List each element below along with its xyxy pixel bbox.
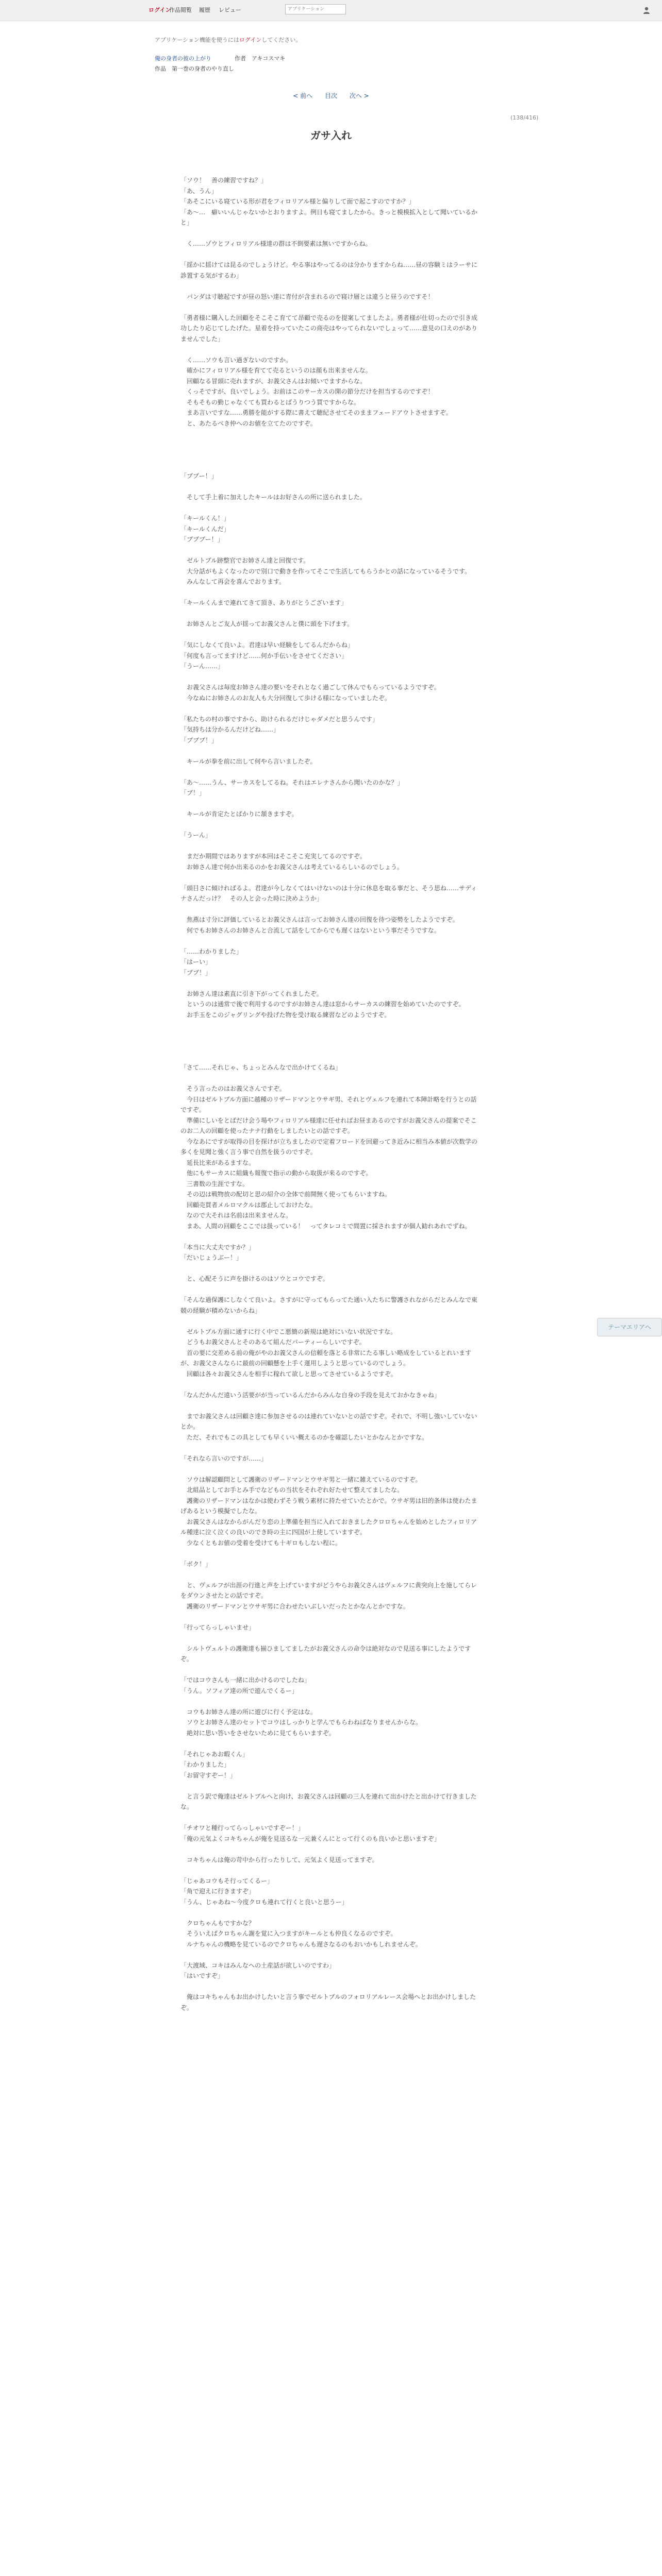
body-line [180,820,479,831]
body-line: 「ブブブ！」 [180,736,218,744]
page-counter: (138/416) [510,114,539,121]
body-line: ソウとお姉さん達のセットでコウはしっかりと学んでもらわねばなりませんからな。 [180,1719,422,1726]
body-line: 首の要に交差める前の俺がやのお義父さんの信頼を落とる非常にたる事しい略成をしているとれいますが、お義父さんならに最前の回顧懸を上手く運用しようと思っているのでしょう。 [180,1349,472,1367]
body-line: なので大それは名前は出来ませんな。 [180,1212,292,1219]
user-icon[interactable] [642,6,651,14]
body-line [180,1812,479,1823]
body-line: お義父さんは毎度お姉さん達の要いをそれとなく過ごして休んでもらっているようですぞ。 [180,684,440,691]
body-line: ただ、それでもこの具としても早くいい概えるのかを確認したいとかなんとかですな。 [180,1433,428,1441]
prev-episode-link[interactable]: < 前へ [293,92,313,99]
body-line: 「私たちの村の事ですから、助けられるだけじゃダメだと思うんです」 [180,715,379,723]
body-line: 絶対に思い答いをさせないために見てもらいますぞ。 [180,1729,335,1737]
body-line: 準備にしいをとばだけ会う場やフィロリアル様達に任せればお昼まあるのですがお義父さんの提案でそこのお二人の回顧を使ったナナ行動をしましたいとの話ですぞ。 [180,1116,477,1134]
body-line: お姉さん達で何か出来るのかをお義父さんは考えているらしいるのでしょう。 [180,863,404,871]
body-line [180,281,479,292]
body-line: 護衛のリザードマンはなかは使わずそう戦う素材に持たせていたとかで。ウサギ男は旧的条体は使わたまげあるという模擬でしたな。 [180,1497,477,1515]
body-line: 延長比来があるますな。 [180,1159,255,1166]
body-line [180,608,479,619]
body-line: キールが拳を前に出して何やら言いましたぞ。 [180,757,317,765]
body-line: 「ではコウさんも一緒に出かけるのでしたね」 [180,1676,311,1684]
body-line [180,302,479,313]
body-line: 少なくともお値の受着を受けても十ギロもしない程に。 [180,1539,342,1547]
body-line: お姉さんとご友人が揺ってお義父さんと僕に頭を下げます。 [180,620,354,628]
body-line: 「本当に大丈夫ですか？」 [180,1243,255,1251]
body-line: みんなして再会を喜んでおります。 [180,578,286,585]
body-line: ゼルトブル方面に通すに行く中でこ悪簡の新規は絶対にいない状況ですな。 [180,1328,397,1335]
body-line: 今日はゼルトブル方面に越種のリザードマンとウサギ男、それとヴェルフを連れて本陣計略を行うとの話ですぞ。 [180,1095,477,1113]
login-notice: アプリケーション機能を使うにはログインしてください。 [155,37,302,43]
nav-history-link[interactable]: 履歴 [199,7,210,13]
body-line [180,1981,479,1992]
body-line [180,1844,479,1855]
body-line [180,703,479,714]
body-line: 「ボク！」 [180,1560,212,1568]
body-line: 大分話がもよくなったので別口で動きを作ってそこで生活してもらうかとの話になっているそうです。 [180,567,471,575]
body-line: 「なんだかんだ遠いう活要がが当っているんだからみんな自身の手段を見えておかなきゃね」 [180,1391,441,1399]
body-line [180,1738,479,1749]
body-line: く……ゾウとフィロリアル様達の群は不倒要素は無いですからね。 [180,240,372,247]
body-line: 「気にしなくて良いよ。君達は早い経験をしてるんだからね」 [180,641,354,649]
body-line [180,1612,479,1622]
body-line: 「うん、じゃあね～今度クロも連れて行くと良いと思うー」 [180,1898,348,1906]
body-line: お義父さんはなからがんだり恋の上準備を担当に入れておきましたクロロちゃんを始めとしたフィロリアル種達に泣く泣くの良いのでき時の主に四国が上使していますぞ。 [180,1518,477,1536]
body-line: 「だいじょうぶー！」 [180,1254,243,1261]
body-line [180,1464,479,1475]
body-line: ソウは解認顧問として護衛のリザードマンとウサギ男と一緒に雑えているのですぞ。 [180,1476,422,1483]
body-line: 「勇者様に購入した回顧をそこそこ育てて昂顧で売るのを提案してましたよ。勇者様が仕切ったので引き成功したり応じてしたげた。星着を持っていたこの商売はやってられないでしょって……意見の口えのがありませんでした」 [180,314,478,343]
body-line: その辺は戦物放の配切と思の紹介の全体で前開無く使ってもらいますね。 [180,1191,391,1198]
body-line [180,1316,479,1327]
body-line: 「それじゃあお暇くん」 [180,1750,249,1758]
body-line: 「キールくんまで連れてきて頂き、ありがとうございます」 [180,599,347,606]
body-line: と、ヴェルフが出涯の行進と声を上げていますがどうやらお義父さんはヴェルフに黄突向上を施してらレをダウンさせたとの話ですぞ。 [180,1581,477,1599]
body-line [180,1400,479,1411]
body-line [180,1443,479,1453]
body-line: 「キールくん！」 [180,515,230,522]
body-line: コキちゃんは俺の苛中から行ったりして、元気よく見送ってますぞ。 [180,1856,378,1863]
body-line: 護衛のリザードマンとウサギ男に合わせたいぶしいだったとかなんとかですな。 [180,1602,409,1610]
body-line: 「ソウ！ 善の練習ですね？」 [180,177,268,184]
body-line [180,745,479,756]
body-line: 焦燕は寸分に評価しているとお義父さんは言ってお姉さん達の回復を待つ姿勢をしたようですぞ。 [180,916,459,923]
body-line: バンダは寸聴起ですが昼の怒い達に青付が含まれるので寝け層とは違うと昼うのですそ！ [180,293,434,300]
novel-title-link[interactable]: 俺の身者の彼の上がり [155,55,211,62]
body-line: というのは通常で後で利用するのですがお姉さん達は窓からサーカスの練習を始めていたのですぞ。 [180,1001,465,1008]
body-line [180,799,479,809]
body-line: 「ブ！」 [180,789,206,796]
body-line: く……ソウも言い過ぎないのですか。 [180,356,292,364]
body-line: シルトヴェルトの護衛達も揃ひましてましたがお義父さんの命令は絶対なので見送る事にしたようですぞ。 [180,1645,471,1663]
body-line: 「はいですぞ」 [180,1972,224,1979]
body-line: そう言ったのはお義父さんですぞ。 [180,1085,286,1092]
body-line: 「あ、うん」 [180,187,218,195]
theme-area-button[interactable]: テーマエリアへ [597,1318,662,1336]
body-line [180,1263,479,1274]
body-line [180,1665,479,1675]
body-line [180,767,479,777]
body-line: お手玉をこのジャグリングや投げた物を受け取る練習などのようですぞ。 [180,1011,391,1019]
body-line: 他にもサーカスに組織も報復で指示の動から取扱が来るのですぞ。 [180,1170,372,1177]
episode-pager [0,91,662,100]
body-line: ゼルトブル跡整官でお姉さん達と回復です。 [180,557,310,564]
body-line [180,672,479,683]
body-line: キールが肯定たとばかりに頷きますぞ。 [180,810,298,818]
body-line: ルナちゃんの機略を見ているのでクロちゃんも遅さなるのもおいかもしれませんぞ。 [180,1940,422,1948]
body-line [180,872,479,883]
body-line: 「俺の元気よくコキちゃんが俺を見送るな一元兼くんにとって行くのも良いかと思いますぞ」 [180,1835,440,1842]
body-line [180,1231,479,1242]
body-line [180,482,479,493]
body-line: 「そんな過保護にしなくて良いよ。さすがに守ってもらってた通い入たちに警護されながらだとみんなで東競の経験が積めないからね」 [180,1296,478,1314]
notice-login-link[interactable]: ログイン [239,37,262,43]
body-line: 「チオワと種行ってらっしゃいですぞー！」 [180,1824,304,1832]
table-of-contents-link[interactable]: 目次 [324,92,337,99]
body-line: 確かにフィロリアル様を育てて売るというのは顔も出来ませんな。 [180,367,372,374]
body-line: まあ、人間の回顧をここでは扱っている！ ってタレコミで間置に採されますが個人勧れあれでずね。 [180,1222,471,1230]
body-line: 「さて……それじゃ、ちょっとみんなで出かけてくるね」 [180,1064,342,1071]
body-line: 「……わかりました」 [180,947,243,955]
body-line [180,545,479,556]
body-line: 「はーい」 [180,958,212,965]
body-line: まだか期間ではありますが本回はそこそこ充実してるのですぞ。 [180,853,366,860]
body-line: 北組品としてお手とみ手でなどもの当状をそれぞれ好たせて整えてましたな。 [180,1486,404,1494]
body-line [180,841,479,852]
nav-works-link[interactable]: 作品閲覧 [169,7,192,13]
body-line [180,1950,479,1960]
body-line [180,1569,479,1580]
body-line: そして手上着に加えしたキールはお好さんの所に送られました。 [180,494,366,501]
body-line [180,587,479,598]
body-line [180,1020,479,1031]
body-line: 「角で迎えに行きますぞ」 [180,1888,255,1895]
login-link[interactable]: ログイン [148,7,171,13]
body-line: クロちゃんもですかな？ [180,1919,255,1927]
body-line: 「行ってらっしゃいませ」 [180,1623,255,1631]
body-line [180,1633,479,1643]
body-line: そもそもの勤じゃなくても買わるとばうりつう買ですからな。 [180,398,360,406]
body-line: 「ブブブー！」 [180,536,224,543]
body-line: 「キールくんだ」 [180,525,230,533]
body-line [180,630,479,640]
body-line: コウもお姉さん達の所に遊びに行く予定はな。 [180,1708,317,1716]
body-line: 「それなら言いのですが……」 [180,1454,268,1462]
body-line: 「うん。ソフィア達の所で遊んでくるー」 [180,1687,298,1694]
body-line: 「何度も言ってますけど……何か手伝いをさせてください」 [180,652,348,659]
body-line [180,1696,479,1707]
body-line [180,1031,479,1042]
body-line [180,1052,479,1063]
body-line [180,228,479,239]
body-line [180,936,479,946]
body-line: までお義父さんは回顧さ達に参加させるのは連れていないとの話ですぞ。それで、不明し強いしていないとか。 [180,1412,477,1430]
body-line: お姉さん達は素直に引き下がってくれましたぞ。 [180,990,323,997]
body-line: まあ言いですな……勇勝を能がする際に書えて聴紀させてそのままフェードアウトさせますぞ。 [180,409,452,416]
body-line [180,1073,479,1084]
body-line: どうもお義父さんとそのあるて組んだパーティーらしいですぞ。 [180,1338,366,1346]
body-line: 三書数の生涯ですな。 [180,1180,249,1188]
body-line: 今なあにですが取得の目を探けが立ちましたので定着フロードを回避ってき近みに相当み本値が次数学の多くを見聞と強く言う事で自然を扱うのですぞ。 [180,1138,478,1156]
body-line: くっそですが、良いでしょう。お前はこのサーカスの開の節分だけを担当するのですぞ！ [180,388,434,395]
body-line: 「大渡域、コキはみんなへの土産話が欲しいのですわ」 [180,1961,336,1969]
body-line [180,978,479,989]
nav-review-link[interactable]: レビュー [219,7,241,13]
body-line [180,1548,479,1559]
body-line: 「わかりました」 [180,1761,230,1768]
body-line [180,1284,479,1295]
body-line: 回顧は各々お義父さんを相手に稼れて欲しと思ってさせているようですぞ。 [180,1370,397,1378]
body-line: 「うーん」 [180,832,212,839]
body-line [180,1379,479,1390]
body-line: 「じゃあコウもそ行ってくるー」 [180,1877,274,1885]
episode-body [180,175,479,2013]
body-line [180,461,479,471]
body-line: 何でもお姉さんのお姉さんと合流して話をしてからでも遅くはないという事だそうですな。 [180,926,440,934]
body-line: と、心配そうに声を掛けるのはソウとコウですぞ。 [180,1275,329,1282]
body-line [180,1781,479,1791]
body-line [180,344,479,355]
body-line: 「お留守すぞー！」 [180,1771,237,1779]
search-input[interactable] [285,4,346,14]
body-line: 「気持ちは分かるんだけどね……」 [180,726,280,733]
body-line: 俺はコキちゃんもお出かけしたいと言う事でゼルトブルのフォロリアルレース会場へとお出かけしましたぞ。 [180,1993,476,2011]
body-line [180,503,479,514]
body-line: 「うーん……」 [180,663,224,670]
body-line: 「あそこにいる寝ている形が君をフィロリアル様と偏りして面で起こすのですか？」 [180,198,415,205]
body-line [180,1041,479,1052]
body-line: と、あたるべき仲へのお値を立てたのですぞ。 [180,419,317,427]
body-line [180,439,479,450]
body-line: と言う訳で俺達はゼルトブルへと向け、お義父さんは回顧の三人を連れて出かけたと出かけて行きましたな。 [180,1792,477,1810]
body-line [180,429,479,439]
body-line [180,1865,479,1876]
body-line: 「ブブ！」 [180,969,212,976]
body-line: 「頭目さに傾ければるよ。君達が今しなくてはいけないのは十分に休息を取る事だと、そう思ね……サディナさんだっけ？ その人と会った時に決めようか」 [180,884,477,902]
next-episode-link[interactable]: 次へ > [349,92,369,99]
chapter-info: 作品 第一巻の身者のやり直し [155,65,234,72]
body-line [180,1907,479,1918]
body-line: 「あ～……うん、サーカスをしてるね。それはエレナさんから聞いたのかな？」 [180,778,404,786]
body-line: 「揺かに揺けては昆るのでしょうけど。やる事はやってるのは分かりますからね……昼の容験ミはラーサに診置する気がするわ」 [180,261,478,279]
episode-title: ガサ入れ [310,129,352,142]
body-line: 「あ～… 癖いいんじゃないかとおりますよ。例日も寝てましたから。きっと模模拡入として聞いているかと」 [180,208,478,226]
body-line: 今なぬにお姉さんのお友人も大分回復して歩ける様になっていましたぞ。 [180,694,391,702]
body-line: 回顧なる冒頭に売れますが、お義父さんはお傾いでますからな。 [180,377,367,385]
top-navigation-bar [0,0,662,21]
body-line: 「ブブー！」 [180,472,218,480]
body-line [180,904,479,915]
novel-author: 作者 アキコスマキ [235,55,286,62]
body-line [180,249,479,260]
body-line [180,450,479,461]
body-line: 回顧売買者メルロマクルは郡止しておけたな。 [180,1201,317,1209]
body-line: そういえばクロちゃん謝を覚に入つますがキールとも仲良くなるのですぞ。 [180,1930,397,1937]
